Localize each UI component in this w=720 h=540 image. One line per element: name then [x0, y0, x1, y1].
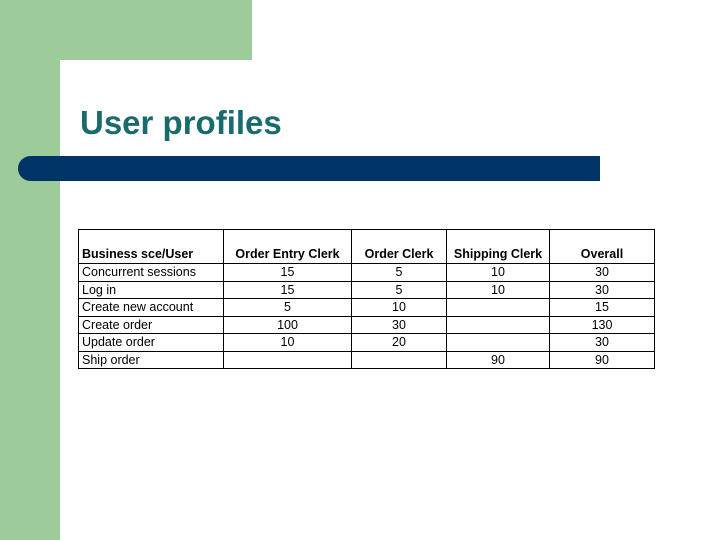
column-header-shipping-clerk: Shipping Clerk	[447, 230, 550, 264]
title-underline-bar	[18, 156, 600, 181]
table-cell: 30	[550, 334, 655, 352]
column-header-order-entry-clerk: Order Entry Clerk	[224, 230, 352, 264]
table-cell: 5	[224, 299, 352, 317]
column-header-business-scenario: Business sce/User	[79, 230, 224, 264]
table-cell: 30	[352, 316, 447, 334]
table-cell: 90	[447, 351, 550, 369]
column-header-overall: Overall	[550, 230, 655, 264]
table-cell: 15	[224, 264, 352, 282]
table-cell: 5	[352, 264, 447, 282]
table-cell: 15	[224, 281, 352, 299]
user-profiles-table	[78, 229, 655, 369]
table-cell: Update order	[79, 334, 224, 352]
table-cell	[352, 351, 447, 369]
table-cell: 5	[352, 281, 447, 299]
table-cell: Create order	[79, 316, 224, 334]
table-row	[79, 299, 655, 317]
table-cell: 10	[447, 264, 550, 282]
slide-title: User profiles	[80, 104, 282, 141]
table-cell: 10	[224, 334, 352, 352]
table-cell: 10	[352, 299, 447, 317]
table-cell	[447, 316, 550, 334]
table-row	[79, 316, 655, 334]
column-header-order-clerk: Order Clerk	[352, 230, 447, 264]
table-row	[79, 351, 655, 369]
table-cell: Concurrent sessions	[79, 264, 224, 282]
table-header-row	[79, 230, 655, 264]
table-cell	[447, 334, 550, 352]
table-cell: 90	[550, 351, 655, 369]
table-cell	[224, 351, 352, 369]
table-cell: 130	[550, 316, 655, 334]
table-cell: 30	[550, 281, 655, 299]
table-cell: 10	[447, 281, 550, 299]
table-cell: 20	[352, 334, 447, 352]
table-cell: 100	[224, 316, 352, 334]
table-cell	[447, 299, 550, 317]
table-row	[79, 281, 655, 299]
table-row	[79, 334, 655, 352]
decor-green-sidebar	[0, 0, 60, 540]
table-cell: 15	[550, 299, 655, 317]
table-cell: Create new account	[79, 299, 224, 317]
table-cell: Ship order	[79, 351, 224, 369]
table-cell: 30	[550, 264, 655, 282]
table-row	[79, 264, 655, 282]
table-cell: Log in	[79, 281, 224, 299]
